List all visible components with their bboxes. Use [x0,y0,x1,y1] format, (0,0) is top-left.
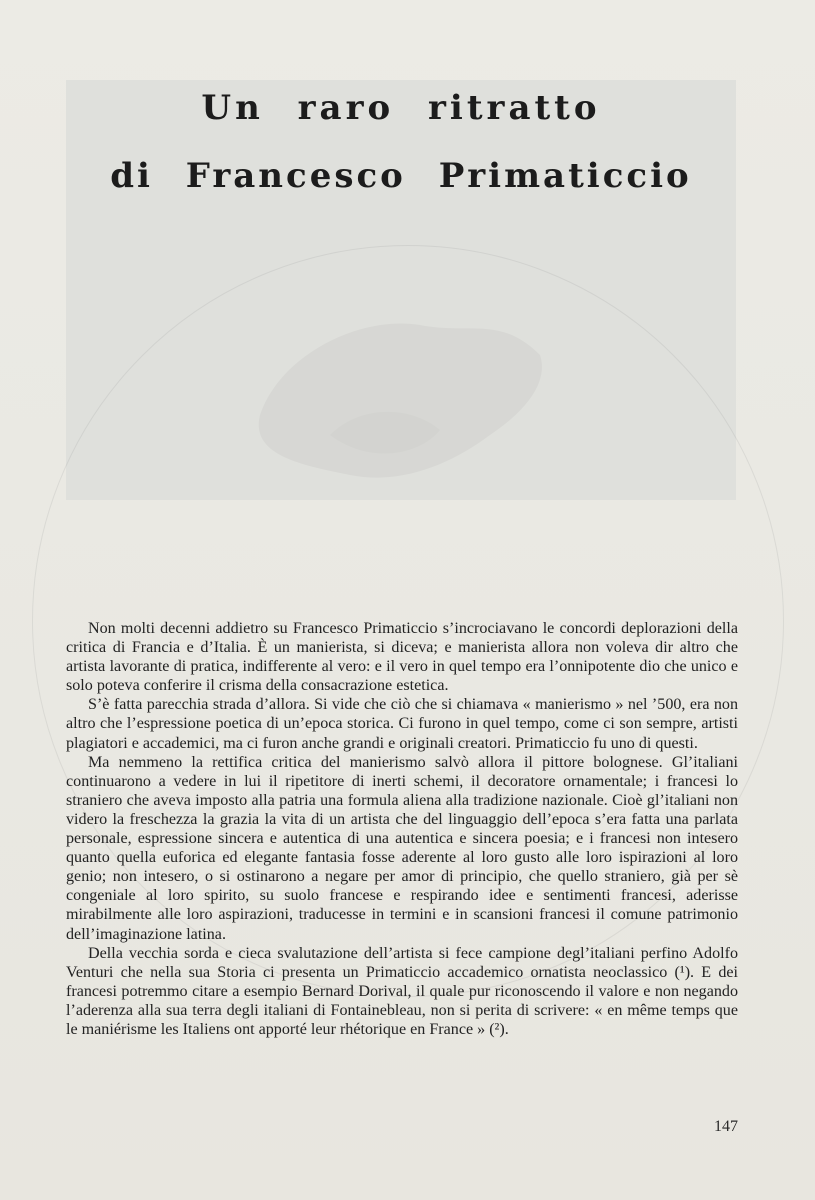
paragraph-1: Non molti decenni addietro su Francesco Primaticcio s’incrociavano le concordi deplorazioni della critica di Francia e d’Italia. È un manierista, si diceva; e manierista allora non voleva dir altro che artista lavorante di pratica, indifferente al vero: e il vero in quel tempo era l’onnipotente dio che unico e solo poteva conferire il crisma della consacrazione estetica. [66,620,738,695]
bleed-through-illustration [240,295,560,505]
paragraph-3: Ma nemmeno la rettifica critica del manierismo salvò allora il pittore bolognese. Gl’italiani continuarono a vedere in lui il ripetitore di inerti schemi, il decoratore ornamentale; i francesi lo straniero che aveva imposto alla patria una formula aliena alla tradizione nazionale. Cioè gl’italiani non videro la freschezza la grazia la vita di un artista che del linguaggio dell’epoca s’era fatta una parlata personale, espressione sincera e autentica di una autentica e sincera poesia; e i francesi non intesero quanto quella euforica ed elegante fantasia fosse aderente al loro gusto alle loro ispirazioni al loro genio; non intesero, o si ostinarono a negare per amor di principio, che quello straniero, già per sè congeniale al loro spirito, su suolo francese e respirando idee e sentimenti francesi, aderisse mirabilmente alle loro aspirazioni, traducesse in termini e in scansioni francesi il comune patrimonio dell’imaginazione latina. [66,753,738,943]
article-title-line-2: di Francesco Primaticcio [110,156,692,196]
paragraph-2: S’è fatta parecchia strada d’allora. Si vide che ciò che si chiamava « manierismo » nel ’500, era non altro che l’espressione poetica di un’epoca storica. Ci furono in quel tempo, come ci son sempre, artisti plagiatori e accademici, ma ci furon anche grandi e originali creatori. Primaticcio fu uno di questi. [66,696,738,752]
page-number: 147 [714,1118,738,1135]
article-title-line-1: Un raro ritratto [201,88,601,128]
paragraph-4: Della vecchia sorda e cieca svalutazione dell’artista si fece campione degl’italiani perfino Adolfo Venturi che nella sua Storia ci presenta un Primaticcio accademico ornatista neoclassico (¹). E dei francesi potremmo citare a esempio Bernard Dorival, il quale pur riconoscendo il valore e non negando l’aderenza alla sua terra degli italiani di Fontainebleau, non si perita di scrivere: « en même temps que le maniérisme les Italiens ont apporté leur rhétorique en France » (²). [66,944,738,1038]
article-body [66,619,738,1039]
